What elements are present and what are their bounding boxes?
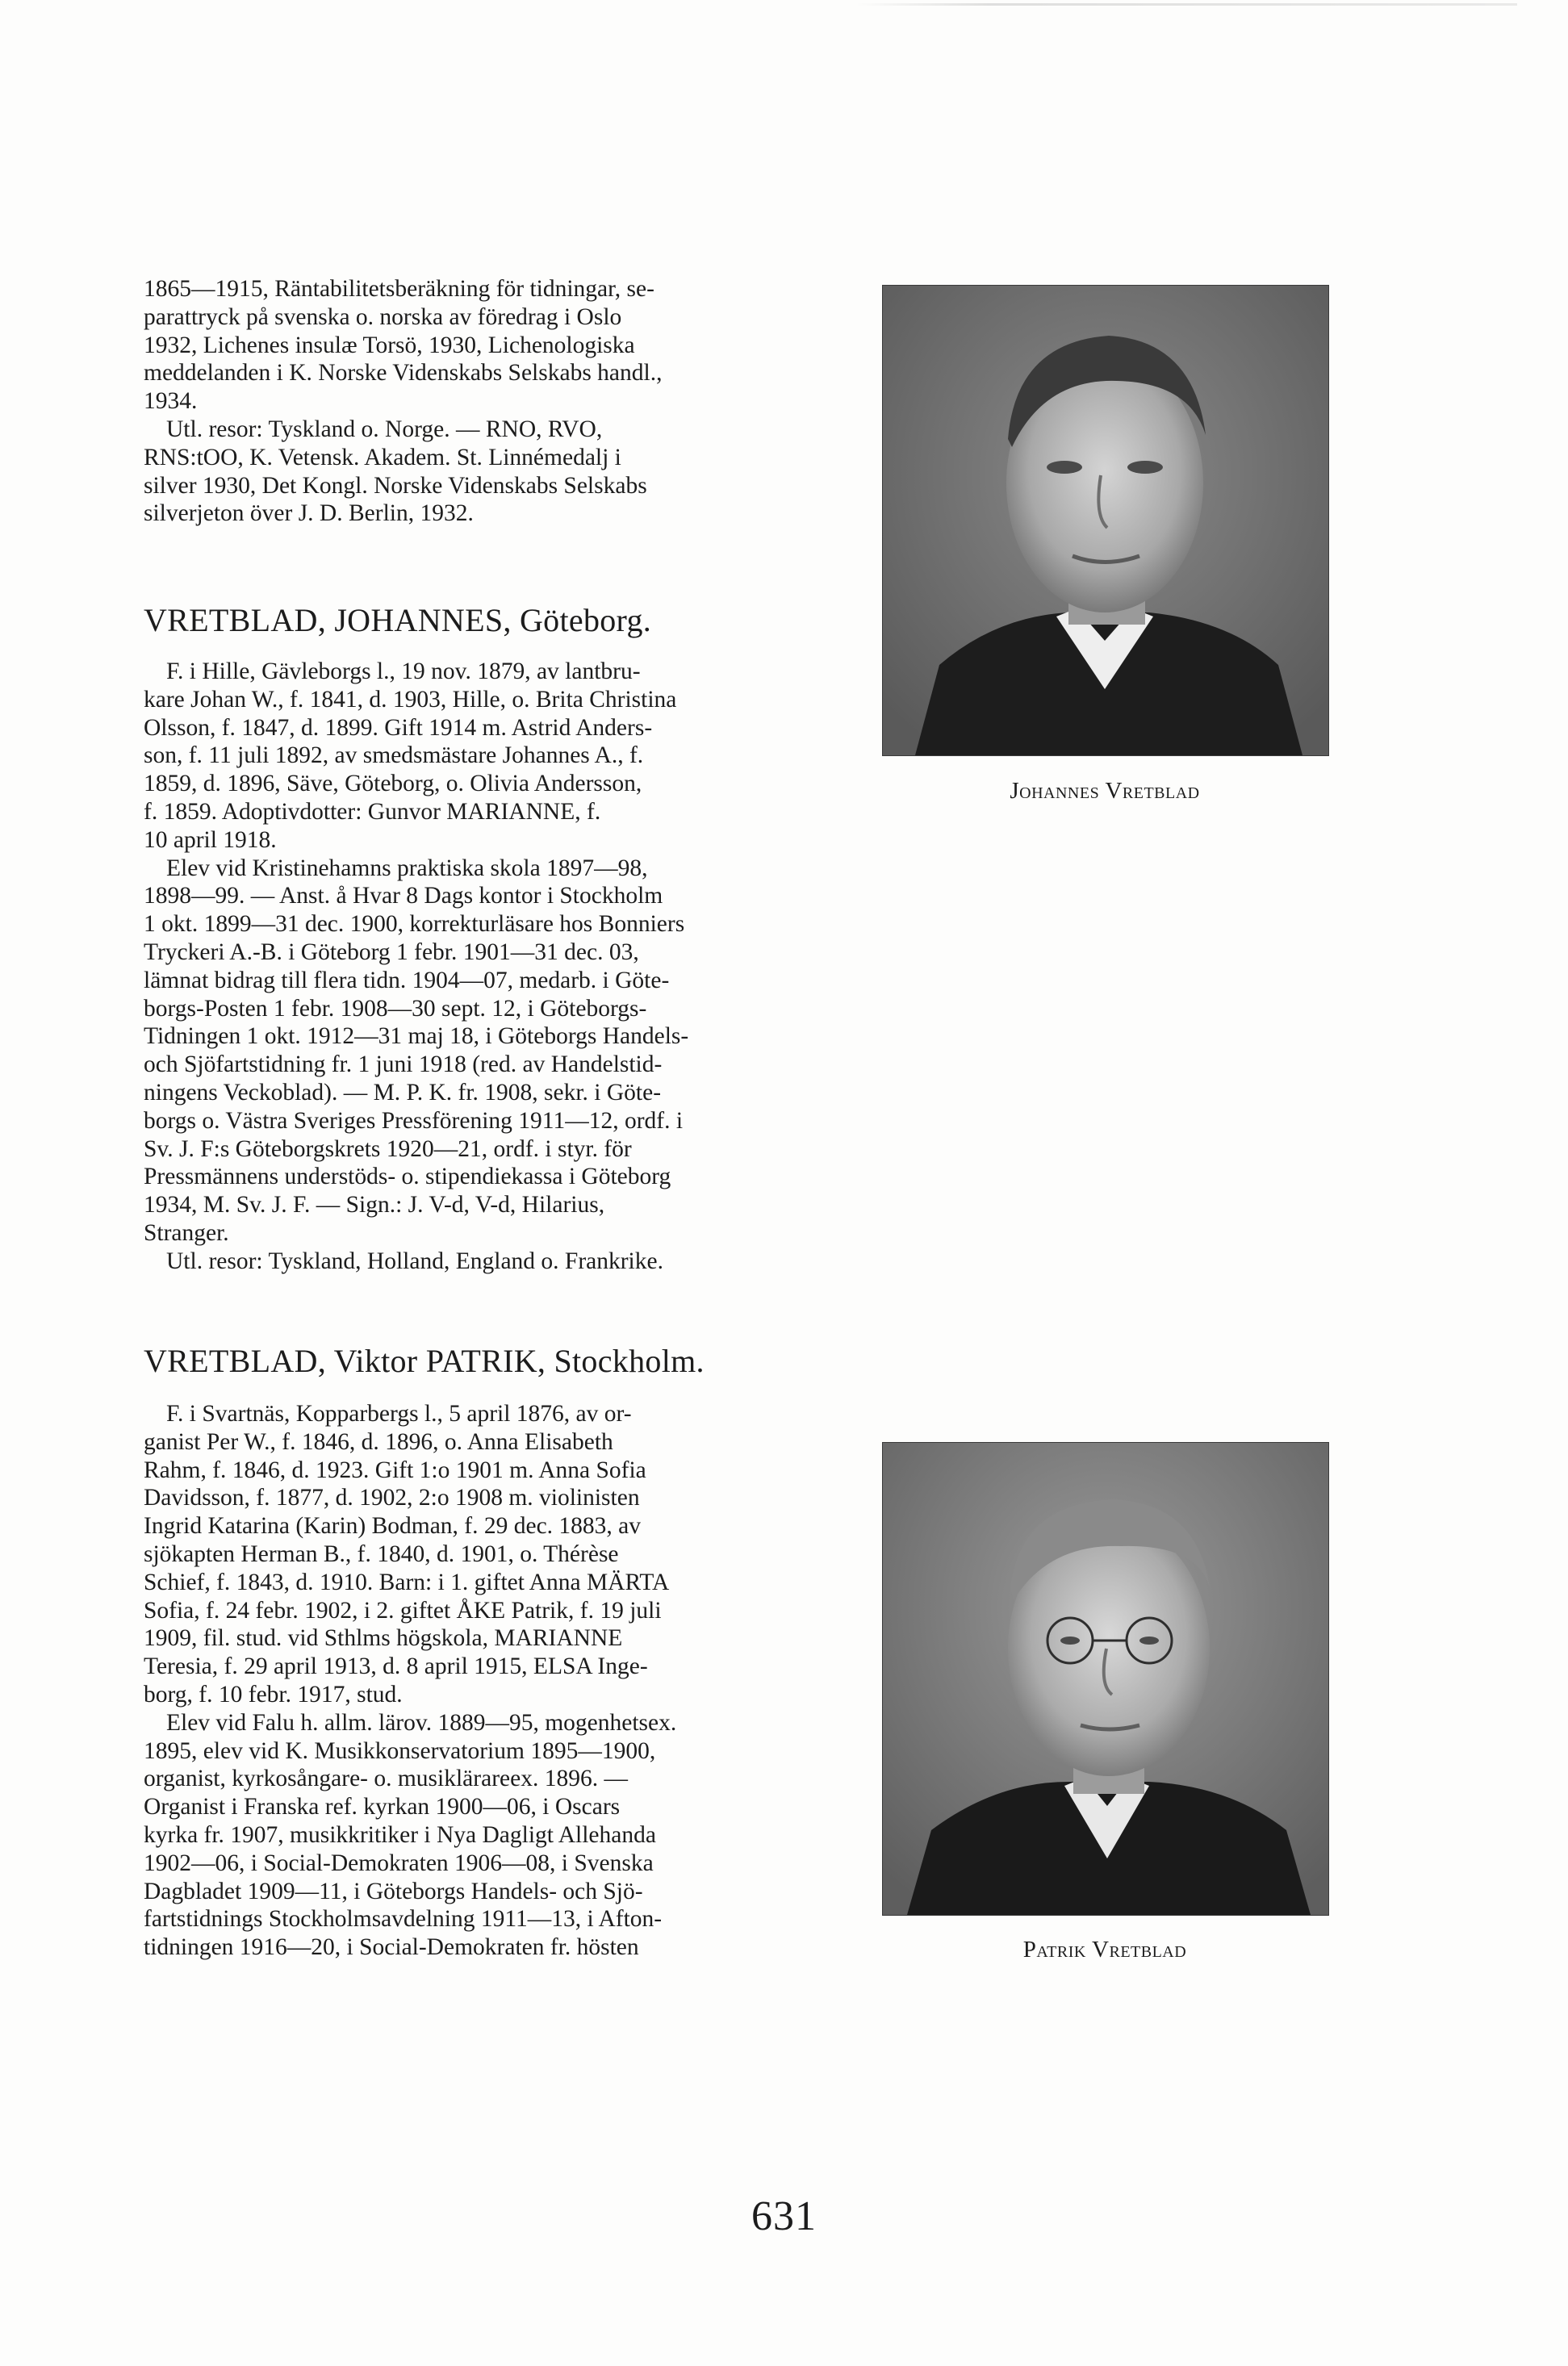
portrait-patrik-vretblad: [882, 1442, 1329, 1916]
text-line: Elev vid Kristinehamns praktiska skola 1897—98,: [166, 855, 648, 881]
text-line: 1909, fil. stud. vid Sthlms högskola, MARIANNE: [144, 1625, 623, 1652]
birth-family-paragraph: [144, 658, 839, 855]
text-line: ningens Veckoblad). — M. P. K. fr. 1908, sekr. i Göte-: [144, 1079, 662, 1106]
text-line: kyrka fr. 1907, musikkritiker i Nya Dagligt Allehanda: [144, 1821, 656, 1848]
text-line: 1865—1915, Räntabilitetsberäkning för tidningar, se-: [144, 276, 654, 302]
text-line: 1895, elev vid K. Musikkonservatorium 1895—1900,: [144, 1737, 656, 1764]
birth-family-paragraph: [144, 1400, 839, 1709]
text-line: ganist Per W., f. 1846, d. 1896, o. Anna Elisabeth: [144, 1428, 613, 1455]
text-line: Utl. resor: Tyskland o. Norge. — RNO, RVO,: [166, 416, 603, 442]
entry-heading: VRETBLAD, Viktor PATRIK, Stockholm.: [144, 1343, 705, 1379]
portrait-photo-image: [883, 286, 1328, 755]
text-line: Pressmännens understöds- o. stipendiekassa i Göteborg: [144, 1164, 671, 1190]
text-line: borg, f. 10 febr. 1917, stud.: [144, 1681, 403, 1708]
text-line: och Sjöfartstidning fr. 1 juni 1918 (red. av Handelstid-: [144, 1051, 663, 1078]
career-paragraph: [144, 855, 839, 1248]
text-line: F. i Svartnäs, Kopparbergs l., 5 april 1876, av or-: [166, 1401, 632, 1427]
text-line: parattryck på svenska o. norska av föredrag i Oslo: [144, 303, 622, 330]
text-line: Dagbladet 1909—11, i Göteborgs Handels- och Sjö-: [144, 1878, 643, 1904]
text-line: 1934.: [144, 388, 198, 415]
text-line: lämnat bidrag till flera tidn. 1904—07, medarb. i Göte-: [144, 967, 670, 993]
text-line: Davidsson, f. 1877, d. 1902, 2:o 1908 m. violinisten: [144, 1485, 640, 1511]
text-line: Stranger.: [144, 1219, 229, 1246]
text-line: Olsson, f. 1847, d. 1899. Gift 1914 m. Astrid Anders-: [144, 714, 653, 741]
top-edge-rule: [855, 3, 1517, 6]
portrait-photo-image: [883, 1443, 1328, 1915]
text-line: Rahm, f. 1846, d. 1923. Gift 1:o 1901 m. Anna Sofia: [144, 1457, 646, 1483]
text-line: F. i Hille, Gävleborgs l., 19 nov. 1879, av lantbru-: [166, 658, 641, 684]
text-line: son, f. 11 juli 1892, av smedsmästare Johannes A., f.: [144, 742, 644, 769]
text-line: 1902—06, i Social-Demokraten 1906—08, i Svenska: [144, 1850, 654, 1876]
travel-paragraph: Utl. resor: Tyskland, Holland, England o. Frankrike.: [166, 1248, 663, 1274]
text-line: 1934, M. Sv. J. F. — Sign.: J. V-d, V-d, Hilarius,: [144, 1192, 605, 1219]
text-line: meddelanden i K. Norske Videnskabs Selskabs handl.,: [144, 360, 663, 387]
text-line: silver 1930, Det Kongl. Norske Videnskabs Selskabs: [144, 472, 647, 499]
text-line: Teresia, f. 29 april 1913, d. 8 april 1915, ELSA Inge-: [144, 1653, 648, 1680]
entry-heading: VRETBLAD, JOHANNES, Göteborg.: [144, 602, 652, 638]
entry-patrik-vretblad: [144, 1342, 839, 1962]
page-number: 631: [751, 2193, 817, 2239]
career-paragraph: [144, 1709, 839, 1962]
text-line: fartstidnings Stockholmsavdelning 1911—13, i Afton-: [144, 1906, 663, 1933]
text-line: tidningen 1916—20, i Social-Demokraten fr. hösten: [144, 1934, 639, 1961]
text-line: Sv. J. F:s Göteborgskrets 1920—21, ordf. i styr. för: [144, 1135, 632, 1162]
text-line: 10 april 1918.: [144, 826, 277, 853]
text-line: 1932, Lichenes insulæ Torsö, 1930, Lichenologiska: [144, 332, 635, 358]
entry-johannes-vretblad: [144, 601, 839, 1276]
text-line: Schief, f. 1843, d. 1910. Barn: i 1. giftet Anna MÄRTA: [144, 1569, 670, 1595]
text-line: 1 okt. 1899—31 dec. 1900, korrekturläsare hos Bonniers: [144, 911, 685, 938]
text-line: borgs o. Västra Sveriges Pressförening 1911—12, ordf. i: [144, 1107, 684, 1134]
text-line: Tidningen 1 okt. 1912—31 maj 18, i Göteborgs Handels-: [144, 1023, 689, 1050]
portrait-johannes-vretblad: [882, 285, 1329, 756]
text-line: Tryckeri A.-B. i Göteborg 1 febr. 1901—31 dec. 03,: [144, 938, 639, 965]
text-line: kare Johan W., f. 1841, d. 1903, Hille, o. Brita Christina: [144, 686, 677, 713]
publications-paragraph: [144, 275, 839, 416]
text-line: Elev vid Falu h. allm. lärov. 1889—95, mogenhetsex.: [166, 1709, 677, 1736]
text-line: 1859, d. 1896, Säve, Göteborg, o. Olivia Andersson,: [144, 771, 642, 797]
text-line: Ingrid Katarina (Karin) Bodman, f. 29 dec. 1883, av: [144, 1513, 642, 1540]
text-line: silverjeton över J. D. Berlin, 1932.: [144, 500, 474, 527]
travel-honors-paragraph: [144, 416, 839, 528]
previous-entry-continuation: [144, 275, 839, 528]
caption-johannes-vretblad: Johannes Vretblad: [1010, 778, 1200, 804]
text-line: organist, kyrkosångare- o. musiklärareex. 1896. —: [144, 1766, 628, 1792]
caption-patrik-vretblad: Patrik Vretblad: [1022, 1937, 1187, 1963]
text-line: 1898—99. — Anst. å Hvar 8 Dags kontor i Stockholm: [144, 883, 663, 909]
text-line: sjökapten Herman B., f. 1840, d. 1901, o. Thérèse: [144, 1540, 619, 1567]
text-line: Sofia, f. 24 febr. 1902, i 2. giftet ÅKE Patrik, f. 19 juli: [144, 1597, 662, 1624]
text-line: borgs-Posten 1 febr. 1908—30 sept. 12, i Göteborgs-: [144, 995, 647, 1022]
text-line: Organist i Franska ref. kyrkan 1900—06, i Oscars: [144, 1794, 621, 1820]
text-line: f. 1859. Adoptivdotter: Gunvor MARIANNE, f.: [144, 798, 601, 825]
text-line: RNS:tOO, K. Vetensk. Akadem. St. Linnémedalj i: [144, 444, 621, 470]
